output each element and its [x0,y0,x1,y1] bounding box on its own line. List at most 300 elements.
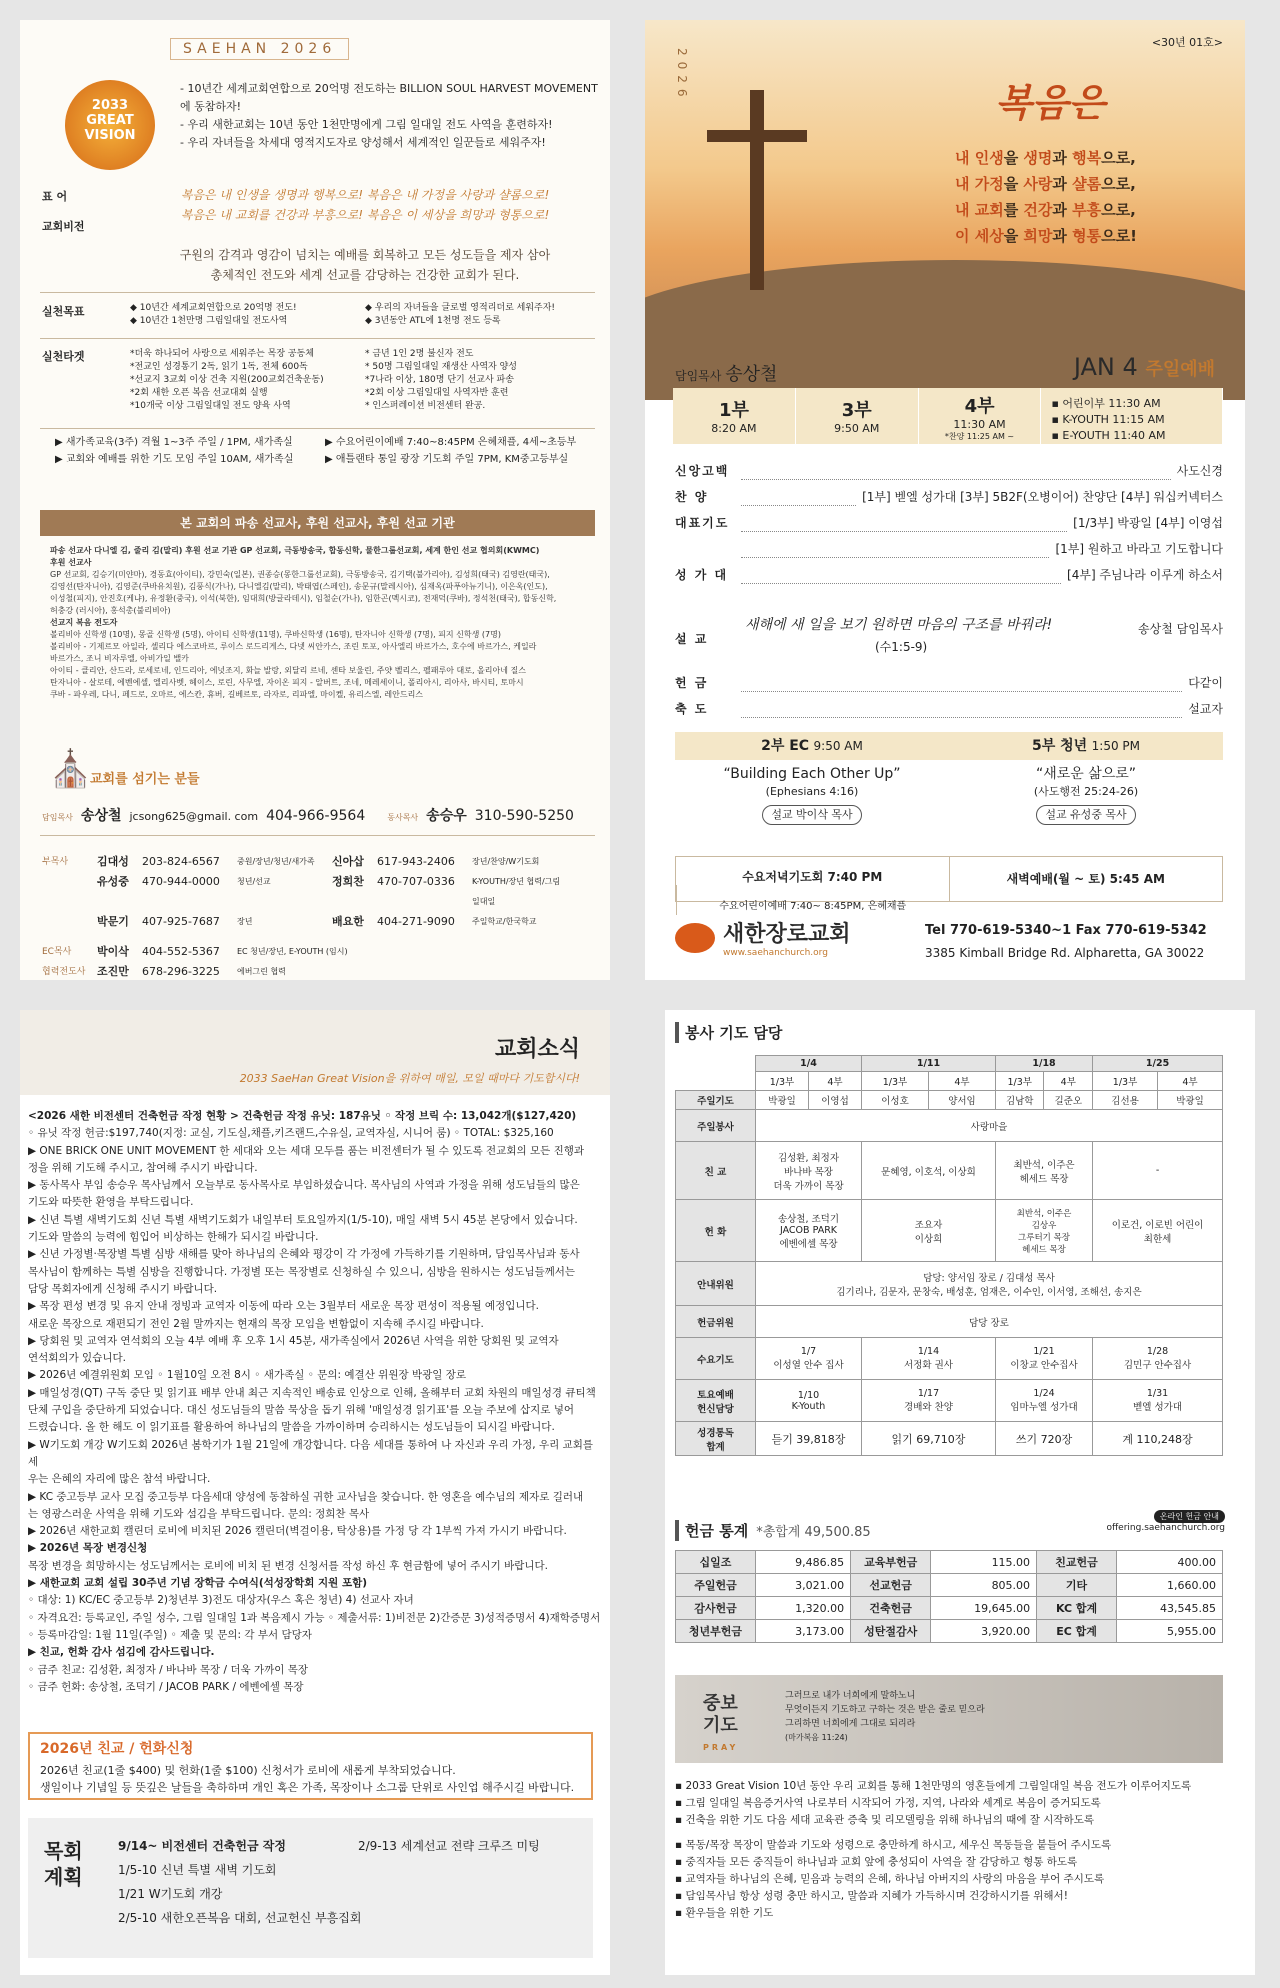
duty-cell: 이로건, 이로빈 어린이 최한세 [1093,1200,1223,1262]
news-line: 새로운 목장으로 재편되기 전인 2월 말까지는 현재의 목장 모임을 변함없이 지속해 주시길 바랍니다. [28,1317,484,1330]
gospel-word: 내 가정 [955,175,1004,193]
duty-cell: 이영섭 [809,1091,862,1110]
service-time [919,388,1042,444]
signup-title: 2026년 친교 / 헌화신청 [40,1741,194,1757]
news-line: 기도와 말씀의 능력에 힘입어 비상하는 한해가 되시길 바랍니다. [28,1231,319,1244]
date-sub: 주일예배 [1145,359,1215,380]
ec-preacher: 설교 유성중 목사 [1036,805,1135,825]
gospel-lines [955,145,1137,249]
ec-time: 9:50 AM [813,739,863,753]
gospel-word: 을 [1003,149,1024,167]
prayer-banner [675,1675,1223,1763]
duty-cell: 듣기 39,818장 [756,1422,862,1456]
news-line: ▶ 신년 특별 새벽기도회 신년 특별 새벽기도회가 내일부터 토요일까지(1/5-10), 매일 새벽 5시 45분 본당에서 있습니다. [28,1213,578,1226]
news-line: 목사님이 함께하는 특별 심방을 진행합니다. 가정별 또는 목장별로 신청하실 수 있으니, 심방을 원하시는 성도님들께서는 [28,1265,576,1278]
mission-line: 파송 선교사 다니엘 김, 줄리 김(말리) 후원 선교 기관 GP 선교회, 극동방송국, 합동신학, 물한그룹선교회, 세계 한인 선교 협의회(KWMC) [50,546,540,555]
goal-item: ◆ 우리의 자녀들을 글로벌 영적리더로 세워주자! [365,303,556,313]
staff-duty: 중원/장년/청년/새가족 [237,857,315,866]
news-line: <2026 새한 비전센터 건축헌금 작정 현황 > 건축헌금 작정 유닛: 187유닛 ◦ 작정 브릭 수: 13,042개($127,420) [28,1110,577,1122]
cover-pastor [675,360,777,386]
ec-sermons [675,765,1223,825]
wednesday-service [676,857,949,912]
slogan-line: 복음은 내 교회를 건강과 부흥으로! 복음은 이 세상을 희망과 형통으로! [180,208,550,222]
sermon-label: 설 교 [675,632,709,646]
duty-cell: 양서임 [928,1091,995,1110]
label-vision: 교회비전 [42,220,85,233]
label-targets: 실천타겟 [42,350,85,363]
table-row [676,1306,1223,1338]
offering-amount: 43,545.85 [1117,1597,1223,1620]
church-url[interactable]: www.saehanchurch.org [723,948,828,958]
service-duty-panel [665,1010,1255,1975]
gospel-word: 사랑 [1023,175,1053,193]
staff-name: 신아삽 [332,855,364,868]
offering-amount: 5,955.00 [1117,1620,1223,1643]
offering-title: 헌금 통계 [685,1522,749,1540]
verse-ref: (마가복음 11:24) [785,1733,848,1742]
meeting-item: ▶ 교회와 예배를 위한 기도 모임 주일 10AM, 새가족실 [55,454,294,465]
table-row [676,1422,1223,1456]
row-header: 안내위원 [676,1262,756,1306]
duty-cell: 박광일 [1158,1091,1223,1110]
sub-header: 1/3부 [1093,1072,1158,1091]
church-address: 3385 Kimball Bridge Rd. Alpharetta, GA 30022 [925,946,1205,960]
church-phone: Tel 770-619-5340~1 Fax 770-619-5342 [925,923,1207,938]
target-item: *2회 이상 그림일대일 사역자반 훈련 [365,388,509,398]
dot-leader [741,583,1061,584]
staff-row [42,872,602,912]
sermon-preacher: 송상철 담임목사 [1138,622,1223,636]
online-offering-url[interactable]: offering.saehanchurch.org [1106,1523,1225,1533]
news-line: ◦ 금주 친교: 김성환, 최정자 / 바나바 목장 / 더욱 가까이 목장 [28,1663,309,1676]
staff-name: 정희찬 [332,875,364,888]
offering-section-title [675,1520,871,1541]
plan-left [118,1834,361,1930]
service-clock: 9:50 AM [834,422,880,435]
sermon-reference: (수1:5-9) [875,640,928,654]
duty-cell: 1/14 서정화 권사 [862,1338,996,1380]
sub-header: 1/3부 [995,1072,1044,1091]
plan-label [44,1838,83,1890]
staff-duty: 장년/찬양/W기도회 [472,857,540,866]
staff-name: 박문기 [97,915,129,928]
service-name: 3부 [841,400,872,421]
ec-sermon-title: “Building Each Other Up” [723,766,901,782]
ec-service-bar [675,732,1223,760]
gospel-word: 을 [1003,175,1024,193]
target-item: *10개국 이상 그림일대일 전도 양육 사역 [130,401,291,411]
news-line: ◦ 등록마감일: 1월 11일(주일) ◦ 제출 및 문의: 각 부서 담당자 [28,1628,312,1641]
pastor-email[interactable]: jcsong625@gmail. com [129,810,259,823]
saehan-2026-header: SAEHAN 2026 [170,38,349,60]
news-line: 우는 은혜의 자리에 많은 참석 바랍니다. [28,1473,211,1486]
offering-amount: 1,660.00 [1117,1574,1223,1597]
spacer [675,1829,1235,1837]
duty-cell: 읽기 69,710장 [862,1422,996,1456]
news-subtitle: 2033 SaeHan Great Vision을 위하여 매일, 모일 때마다 기도합시다! [239,1072,580,1085]
order-value: [1/3부] 박광일 [4부] 이영섭 [1073,516,1223,530]
order-value: 설교자 [1188,702,1223,716]
offering-amount: 3,173.00 [756,1620,851,1643]
offering-amount: 9,486.85 [756,1551,851,1574]
staff-section-title: 교회를 섬기는 분들 [90,772,200,787]
gospel-word: 생명 [1023,149,1053,167]
order-value: [4부] 주님나라 이루게 하소서 [1067,568,1223,582]
plan-label-1: 목회 [44,1839,83,1863]
staff-name: 조진만 [97,965,129,978]
duty-cell: 김성환, 최정자 바나바 목장 더욱 가까이 목장 [756,1142,862,1200]
staff-duty: K-YOUTH/장년 협력/그림일대일 [472,877,561,906]
row-header: 친 교 [676,1142,756,1200]
date-header: 1/18 [995,1056,1092,1072]
offering-label: 선교헌금 [851,1574,931,1597]
ec-preacher: 설교 박이삭 목사 [762,805,861,825]
offering-label: 성탄절감사 [851,1620,931,1643]
target-item: *선교지 3교회 이상 건축 지원(200교회건축운동) [130,375,324,385]
plan-item: 1/5-10 신년 특별 새벽 기도회 [118,1863,277,1877]
mission-line: 아이티 - 클리안, 산드라, 로세로네, 인드리아, 에넛조지, 화늘 발랑, 외달리 르네, 센타 보울린, 주얏 벨리스, 펠패루아 대로, 올리아네 질스 [50,666,526,675]
row-header: 성경통독 합계 [676,1422,756,1456]
order-item [675,458,1223,484]
staff-name: 김대성 [97,855,129,868]
staff-name: 박이삭 [97,945,129,958]
staff-phone: 404-271-9090 [377,915,455,928]
gospel-word: 이 세상 [955,227,1004,245]
intro-line: - 10년간 세계교회연합으로 20억명 전도하는 BILLION SOUL HARVEST MOVEMENT에 동참하자! [180,82,598,113]
gospel-word: 으로, [1101,175,1136,193]
gospel-line [955,171,1137,197]
weekday-services [675,856,1223,912]
offering-table [675,1550,1223,1643]
staff-role-label [42,912,97,932]
service-clock: 11:30 AM [953,418,1006,431]
target-item: * 금년 1인 2명 불신자 전도 [365,349,474,359]
date-header: 1/4 [756,1056,862,1072]
news-line: ▶ ONE BRICK ONE UNIT MOVEMENT 한 세대와 오는 세대 모두를 품는 비전센터가 될 수 있도록 전교회의 모든 진행과 [28,1144,585,1157]
duty-section-title: 봉사 기도 담당 [675,1022,782,1043]
badge-year: 2033 [91,98,129,113]
duty-sub-row [676,1072,1223,1091]
news-line: ◦ 유닛 작정 헌금:$197,740(지정: 교실, 기도실,채플,키즈랜드,수유실, 교역자실, 시니어 룸) ◦ TOTAL: $325,160 [28,1127,554,1140]
staff-phone: 404-552-5367 [142,945,220,958]
news-line: ▶ 2026년 예결위원회 모임 ◦ 1월10일 오전 8시 ◦ 새가족실 ◦ 문의: 예결산 위원장 박광일 장로 [28,1369,466,1382]
church-vision-text [140,245,590,285]
target-item: *전교인 성경통기 2독, 읽기 1독, 전체 600독 [130,362,308,372]
duty-cell: - [1093,1142,1223,1200]
duty-cell: 쓰기 720장 [995,1422,1092,1456]
offering-label: 감사헌금 [676,1597,756,1620]
duty-cell: 최반석, 이주은 헤세드 목장 [995,1142,1092,1200]
table-row [676,1142,1223,1200]
meeting-item: ▶ 새가족교육(3주) 격월 1~3주 주일 / 1PM, 새가족실 [55,437,293,448]
duty-cell: 박광일 [756,1091,809,1110]
date-header: 1/11 [862,1056,996,1072]
signup-body [30,1762,591,1796]
missionary-list [50,545,590,701]
prayer-item: ▪ 건축을 위한 기도 다음 세대 교육관 증축 및 리모델링을 위해 하나님의 때에 잘 시작하도록 [675,1814,1094,1826]
targets-grid [130,348,600,413]
row-header: 헌금위원 [676,1306,756,1338]
prayer-item: ▪ 그림 일대일 복음증거사역 나로부터 시작되어 가정, 지역, 나라와 세계로 복음이 증거되도록 [675,1797,1101,1809]
mission-line: 후원 선교사 [50,558,92,567]
wed-prayer: 수요저녁기도회 7:40 PM [742,870,883,884]
fellowship-signup-box [28,1732,593,1800]
youth-time: ▪ K-YOUTH 11:15 AM [1051,413,1165,426]
table-row [676,1574,1223,1597]
news-line: ▶ W기도회 개강 W기도회 2026년 봄학기가 1월 21일에 개강합니다. 다음 세대를 통하여 나 자신과 우리 가정, 우리 교회를 세 [28,1438,594,1468]
gospel-word: 과 [1052,227,1073,245]
mission-line: 볼리비아 신학생 (10명), 몽골 신학생 (5명), 아이티 신학생(11명), 쿠바신학생 (16명), 탄자니아 신학생 (7명), 피지 신학생 (7명) [50,630,501,639]
service-name: 4부 [964,396,995,417]
staff-phone: 617-943-2406 [377,855,455,868]
gospel-word: 희망 [1023,227,1053,245]
ec-sermon-ref: (Ephesians 4:16) [765,785,859,798]
order-item [675,670,1223,696]
duty-cell: 계 110,248장 [1093,1422,1223,1456]
order-item [675,510,1223,536]
staff-duty: 에버그린 협력 [237,967,286,976]
gospel-line [955,223,1137,249]
prayer-item: ▪ 목동/목장 목장이 말씀과 기도와 성령으로 충만하게 하시고, 세우신 목동들을 붙들어 주시도록 [675,1839,1112,1851]
duty-cell: 길준오 [1044,1091,1093,1110]
offering-label: 주일헌금 [676,1574,756,1597]
staff-name: 배요한 [332,915,364,928]
staff-phone: 470-707-0336 [377,875,455,888]
church-logo-icon [675,923,715,953]
order-key: 헌 금 [675,676,709,690]
mission-line: 볼리비아 - 기제르모 아일라, 셀리다 에스코바르, 루이스 로드리게스, 다넷 씨안카스, 조린 토포, 아사엘리 바르가스, 호수에 바르가스, 케일라 [50,642,537,651]
offering-total: *총합계 49,500.85 [756,1525,871,1540]
prayer-item: ▪ 2033 Great Vision 10년 동안 우리 교회를 통해 1천만명의 영혼들에게 그림일대일 복음 전도가 이루어지도록 [675,1780,1192,1792]
duty-cell: 1/24 임마누엘 성가대 [995,1380,1092,1422]
duty-cell: 1/28 김민구 안수집사 [1093,1338,1223,1380]
vision-line: 구원의 감격과 영감이 넘치는 예배를 회복하고 모든 성도들을 제자 삼아 [179,248,551,262]
order-key: 성 가 대 [675,568,729,582]
wed-kids: 수요어린이예배 7:40~ 8:45PM, 은혜채플 [676,885,949,915]
pastor-contact-row [42,805,602,825]
intro-line: - 우리 자녀들을 차세대 영적지도자로 양성해서 세계적인 일꾼들로 세워주자! [180,136,546,149]
target-item: * 50명 그림일대일 재생산 사역자 양성 [365,362,517,372]
divider [40,292,595,293]
verse-line: 그러므로 내가 너희에게 말하노니 [785,1691,916,1701]
order-value: 다같이 [1188,676,1223,690]
ec-sermon-title: “새로운 삶으로” [1035,766,1137,782]
meeting-item: ▶ 애틀랜타 통일 광장 기도회 주일 7PM, KM중고등부실 [325,454,569,465]
church-name: 새한장로교회 [723,922,851,947]
staff-duty: 장년 [237,917,253,926]
staff-role-label [42,872,97,912]
order-item [675,484,1223,510]
staff-row [42,942,602,962]
staff-list [42,852,602,980]
service-time [673,388,796,444]
gospel-word: 으로, [1101,201,1136,219]
gospel-word: 으로! [1101,227,1137,245]
row-header: 헌 화 [676,1200,756,1262]
news-line: ▶ 동사목사 부임 송승우 목사님께서 오늘부로 동사목사로 부임하셨습니다. 목사님의 사역과 가정을 위해 성도님들의 많은 [28,1179,580,1192]
target-item: *7나라 이상, 180명 단기 선교사 파송 [365,375,514,385]
staff-role-label: 협력전도사 [42,967,86,977]
duty-cell: 조요자 이상희 [862,1200,996,1262]
duty-date-row [676,1056,1223,1072]
service-date [1074,353,1215,381]
goal-item: ◆ 10년간 1천만명 그림일대일 전도사역 [130,316,288,326]
news-panel [20,1010,610,1975]
mission-line: GP 선교회, 김승기(미얀마), 경동효(아이티), 강민숙(일본), 권종승(몽한그룹선교회), 극동방송국, 김기택(불가리아), 김성희(태국) 김영란(태국), [50,570,550,579]
corner-cell [676,1056,756,1091]
table-row [676,1262,1223,1306]
motto-slogan [130,185,600,225]
cross-bar [707,130,807,142]
sub-header: 1/3부 [756,1072,809,1091]
youth-time: ▪ E-YOUTH 11:40 AM [1051,429,1166,442]
news-line: ▶ 친교, 헌화 감사 섬김에 감사드립니다. [28,1646,215,1659]
duty-cell: 1/31 벧엘 성가대 [1093,1380,1223,1422]
news-line: 는 영광스러운 사역을 위해 기도와 섬김을 부탁드립니다. 문의: 정희찬 목사 [28,1507,370,1520]
divider [40,835,595,836]
order-key: 신앙고백 [675,464,730,478]
table-row [676,1551,1223,1574]
gospel-word: 과 [1052,201,1073,219]
verse-line: 무엇이든지 기도하고 구하는 것은 받은 줄로 믿으라 [785,1705,985,1715]
service-times [673,388,1223,444]
ec-sermon [949,765,1223,825]
mission-line: 허충강 (러시아), 홍석총(불리비아) [50,606,171,615]
news-line: ▶ 매일성경(QT) 구독 중단 및 읽기표 배부 안내 최근 지속적인 배송료 인상으로 인해, 올해부터 교회 차원의 매일성경 큐티책 [28,1386,596,1399]
mission-line: 바르가스, 조니 비자루엘, 아비가일 밸카 [50,654,189,663]
goal-item: ◆ 10년간 세계교회연합으로 20억명 전도! [130,303,297,313]
news-line: ▶ KC 중고등부 교사 모집 중고등부 다음세대 양성에 동참하실 귀한 교사님을 찾습니다. 한 영혼을 예수님의 제자로 길러내 [28,1490,584,1503]
news-line: 단체 구입을 중단하게 되었습니다. 대신 성도님들의 말씀 묵상을 돕기 위해 '매일성경 읽기표'를 오늘 주보에 삽지로 넣어 [28,1404,575,1417]
news-line: ◦ 금주 헌화: 송상철, 조덕기 / JACOB PARK / 에벤에셀 목장 [28,1680,304,1693]
great-vision-badge [65,80,155,170]
gospel-title: 복음은 [995,81,1106,125]
plan-right [358,1834,540,1858]
offering-amount: 400.00 [1117,1551,1223,1574]
pastor-name: 송상철 [80,808,122,824]
duty-cell: 송상철, 조덕기 JACOB PARK 에벤에셀 목장 [756,1200,862,1262]
sub-header: 4부 [1044,1072,1093,1091]
youth-times [1041,388,1223,444]
prayer-label [703,1693,738,1759]
label-goals: 실천목표 [42,305,85,318]
gospel-word: 행복 [1072,149,1102,167]
news-line: 드렸습니다. 올 한 해도 이 읽기표를 활용하여 하나님의 말씀을 가까이하며 승리하시는 성도님들이 되시길 바랍니다. [28,1421,555,1434]
prayer-verse [785,1689,985,1745]
duty-cell: 1/10 K-Youth [756,1380,862,1422]
prayer-item: ▪ 교역자들 하나님의 은혜, 믿음과 능력의 은혜, 하나님 아버지의 사랑의 마음을 부어 주시도록 [675,1873,1105,1885]
dot-leader [741,479,1171,480]
sub-header: 1/3부 [862,1072,929,1091]
cover-year: 2026 [675,48,689,103]
duty-cell: 김선용 [1093,1091,1158,1110]
ec-name: 2부 EC [761,738,810,754]
cover-panel [645,20,1245,980]
news-line: ◦ 자격요건: 등록교인, 주일 성수, 그림 일대일 1과 복음제시 가능 ◦ 제출서류: 1)비전문 2)간증문 3)성적증명서 4)재학증명서 [28,1611,601,1624]
service-note: *찬양 11:25 AM ~ [944,432,1015,441]
staff-role-label: EC목사 [42,947,72,957]
dot-leader [741,505,856,506]
staff-role-label: 부목사 [42,857,69,867]
order-key: 찬 양 [675,490,709,504]
mission-line: 이성철(피지), 안진호(케냐), 유정환(중국), 이석(북한), 임대희(방글라데시), 임철순(가나), 임한곤(멕시코), 전재덕(쿠바), 정석천(태국), 합동신학, [50,594,557,603]
pastor-label: 담임목사 [42,813,73,822]
staff-phone: 407-925-7687 [142,915,220,928]
ministry-plan [28,1818,593,1958]
offering-label: 친교헌금 [1037,1551,1117,1574]
staff-duty: EC 청년/장년, E-YOUTH (임시) [237,947,348,956]
plan-item: 9/14~ 비전센터 건축헌금 작정 [118,1839,286,1853]
ec-service [949,732,1223,760]
gospel-line [955,197,1137,223]
service-name: 1부 [718,400,749,421]
gospel-word: 을 [1003,227,1024,245]
duty-table [675,1055,1223,1456]
staff-row [42,852,602,872]
duty-cell: 1/17 경배와 찬양 [862,1380,996,1422]
online-offering-badge: 온라인 헌금 안내 [1154,1510,1225,1523]
plan-item: 2/5-10 새한오픈복음 대회, 선교헌신 부흥집회 [118,1911,362,1925]
news-line: ◦ 대상: 1) KC/EC 중고등부 2)청년부 3)전도 대상자(우스 혹은 청년) 4) 선교사 자녀 [28,1594,414,1607]
duty-cell: 이성호 [862,1091,929,1110]
row-header: 토요예배 헌신담당 [676,1380,756,1422]
church-logo [675,917,851,958]
table-row [676,1380,1223,1422]
church-contact [925,920,1207,964]
ec-sermon-ref: (사도행전 25:24-26) [1033,785,1139,798]
order-value: [1부] 원하고 바라고 기도합니다 [1055,542,1223,556]
prayer-item: ▪ 중직자들 모든 중직들이 하나님과 교회 앞에 충성되이 사역을 잘 감당하고 형통 하도록 [675,1856,1078,1868]
prayer-item: ▪ 환우들을 위한 기도 [675,1907,774,1919]
order-value: [1부] 벧엘 성가대 [3부] 5B2F(오병이어) 찬양단 [4부] 워십커넥터스 [862,490,1223,504]
pastor-phone: 404-966-9564 [266,808,366,824]
missionary-section-title: 본 교회의 파송 선교사, 후원 선교사, 후원 선교 기관 [40,510,595,536]
offering-amount: 19,645.00 [931,1597,1037,1620]
date-text: JAN 4 [1073,353,1138,381]
label-motto: 표 어 [42,190,68,203]
news-line: ▶ 2026년 새한교회 캘린더 로비에 비치된 2026 캘린더(벽걸이용, 탁상용)를 가정 당 각 1부씩 가져 가시기 바랍니다. [28,1525,567,1538]
gospel-word: 를 [1003,201,1024,219]
cross-icon [750,90,764,290]
sub-header: 4부 [809,1072,862,1091]
staff-phone: 678-296-3225 [142,965,220,978]
offering-label: 교육부헌금 [851,1551,931,1574]
order-key: 대표기도 [675,516,730,530]
news-line: ▶ 새한교회 교회 설립 30주년 기념 장학금 수여식(석성장학회 지원 포함) [28,1577,368,1590]
prayer-sub: PRAY [703,1743,739,1752]
order-key: 축 도 [675,702,709,716]
duty-cell: 담당 장로 [756,1306,1223,1338]
online-offering [1106,1510,1225,1533]
gospel-word: 으로, [1101,149,1136,167]
plan-item: 1/21 W기도회 개강 [118,1887,223,1901]
divider [40,338,595,339]
dot-leader [741,531,1067,532]
verse-line: 그리하면 너희에게 그대로 되리라 [785,1719,916,1729]
worship-order-2 [675,670,1223,722]
gospel-word: 내 인생 [955,149,1004,167]
badge-word-2: VISION [84,128,136,143]
table-row [676,1110,1223,1142]
ec-name: 5부 청년 [1032,738,1088,754]
offering-label: KC 합계 [1037,1597,1117,1620]
offering-amount: 1,320.00 [756,1597,851,1620]
pastor-label: 담임목사 [675,369,722,383]
staff-phone: 470-944-0000 [142,875,220,888]
dot-leader [741,691,1182,692]
order-value: 사도신경 [1176,464,1223,478]
offering-label: 청년부헌금 [676,1620,756,1643]
